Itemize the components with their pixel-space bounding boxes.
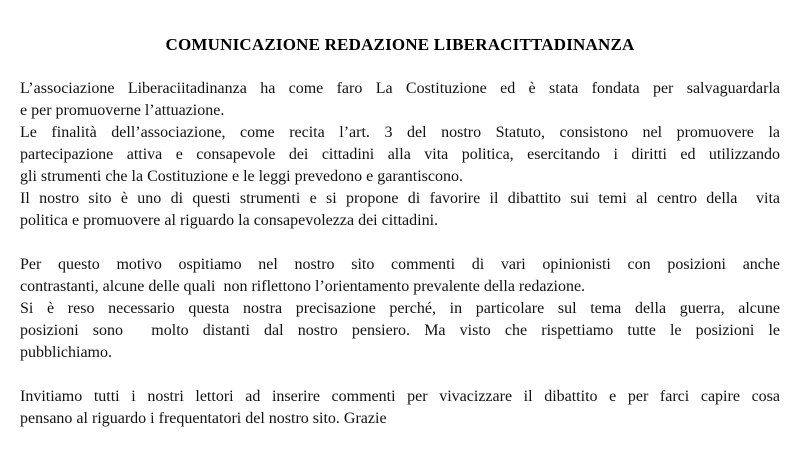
paragraph-block [20,386,780,430]
text-line: posizioni sono molto distanti dal nostro pensiero. Ma visto che rispettiamo tutte le posizioni le [20,322,780,339]
paragraph-block [20,78,780,122]
paragraph-block [20,188,780,232]
text-line: e per promuoverne l’attuazione. [20,102,225,119]
text-line: partecipazione attiva e consapevole dei cittadini alla vita politica, esercitando i diritti ed utilizzando [20,146,780,163]
text-line: gli strumenti che la Costituzione e le leggi prevedono e garantiscono. [20,168,463,185]
paragraph-block [20,298,780,364]
text-line: Il nostro sito è uno di questi strumenti e si propone di favorire il dibattito sui temi al centro della vita [20,190,780,207]
text-line: contrastanti, alcune delle quali non riflettono l’orientamento prevalente della redazione. [20,278,586,295]
text-line: pubblichiamo. [20,344,112,361]
text-line: Invitiamo tutti i nostri lettori ad inserire commenti per vivacizzare il dibattito e per farci capire cosa [20,388,780,405]
text-line: Si è reso necessario questa nostra precisazione perché, in particolare sul tema della guerra, alcune [20,300,780,317]
document-body [0,56,800,430]
text-line: L’associazione Liberaciitadinanza ha come faro La Costituzione ed è stata fondata per salvaguardarla [20,80,780,97]
text-line: politica e promuovere al riguardo la consapevolezza dei cittadini. [20,212,439,229]
paragraph-block [20,254,780,298]
text-line: pensano al riguardo i frequentatori del nostro sito. Grazie [20,410,387,427]
paragraph-block [20,122,780,188]
text-line: Le finalità dell’associazione, come recita l’art. 3 del nostro Statuto, consistono nel promuovere la [20,124,780,141]
text-line: Per questo motivo ospitiamo nel nostro sito commenti di vari opinionisti con posizioni anche [20,256,780,273]
document-title: COMUNICAZIONE REDAZIONE LIBERACITTADINANZA [165,35,635,54]
